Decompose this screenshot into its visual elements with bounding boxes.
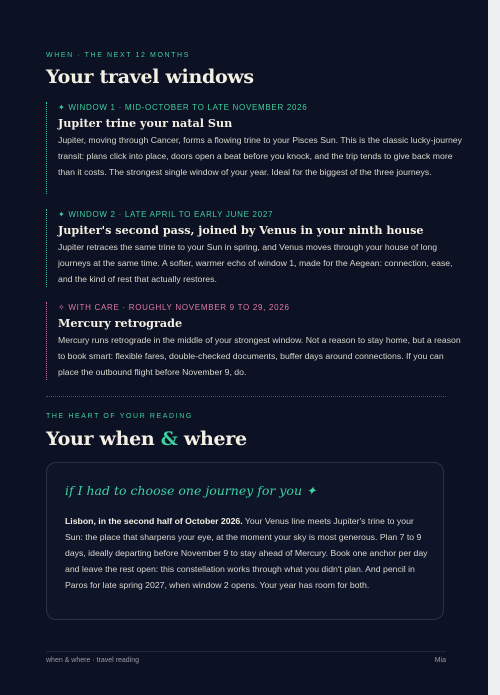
window-title: Jupiter's second pass, joined by Venus in your ninth house — [58, 223, 424, 237]
window-label: ✧ WITH CARE · ROUGHLY NOVEMBER 9 TO 29, 2026 — [58, 303, 290, 312]
section-title — [46, 428, 247, 450]
ampersand: & — [160, 428, 178, 450]
window-label: ✦ WINDOW 1 · MID-OCTOBER TO LATE NOVEMBER 2026 — [58, 103, 308, 112]
section-divider — [46, 396, 446, 397]
footer-name: Mia — [434, 657, 446, 664]
section-eyebrow: WHEN · THE NEXT 12 MONTHS — [46, 52, 190, 59]
travel-window-2 — [46, 209, 463, 287]
travel-window-1 — [46, 102, 463, 194]
window-rule — [46, 302, 47, 380]
title-part: Your when — [46, 428, 161, 450]
window-body: Mercury runs retrograde in the middle of your strongest window. Not a reason to stay home, but a reason to book smart: flexible fares, double-checked documents, buffer days around connections. If you can place the outbound flight before November 9, do. — [58, 335, 461, 377]
footer-title: when & where · travel reading — [46, 657, 139, 664]
card-lead: Lisbon, in the second half of October 2026. — [65, 516, 243, 526]
travel-window-care — [46, 302, 463, 380]
page-title: Your travel windows — [46, 66, 254, 88]
section-eyebrow: THE HEART OF YOUR READING — [46, 413, 193, 420]
title-part: where — [177, 428, 247, 450]
card-heading: if I had to choose one journey for you ✦ — [65, 483, 317, 498]
window-label: ✦ WINDOW 2 · LATE APRIL TO EARLY JUNE 2027 — [58, 210, 274, 219]
footer-rule — [46, 651, 446, 652]
window-rule — [46, 102, 47, 194]
window-body: Jupiter, moving through Cancer, forms a flowing trine to your Pisces Sun. This is the classic lucky-journey transit: plans click into place, doors open a beat before you knock, and the trip tends to give back more than it costs. The strongest single window of your year. Ideal for the biggest of the three journeys. — [58, 135, 462, 177]
window-title: Mercury retrograde — [58, 316, 183, 330]
card-body — [65, 513, 429, 593]
window-rule — [46, 209, 47, 287]
window-body: Jupiter retraces the same trine to your Sun in spring, and Venus moves through your house of long journeys at the same time. A softer, warmer echo of window 1, made for the Aegean: connection, ease, and the kind of rest that actually restores. — [58, 242, 453, 284]
card-text: Your Venus line meets Jupiter's trine to your Sun: the place that sharpens your eye, at the moment your sky is most generous. Plan 7 to 9 days, ideally departing before November 9 to stay ahead of Mercury. Book one anchor per day and leave the rest open: this constellation works through what you didn't plan. And pencil in Paros for late spring 2027, when window 2 opens. Your year has room for both. — [65, 516, 428, 590]
window-title: Jupiter trine your natal Sun — [58, 116, 233, 130]
recommendation-card — [46, 462, 444, 620]
page-edge — [488, 0, 500, 695]
